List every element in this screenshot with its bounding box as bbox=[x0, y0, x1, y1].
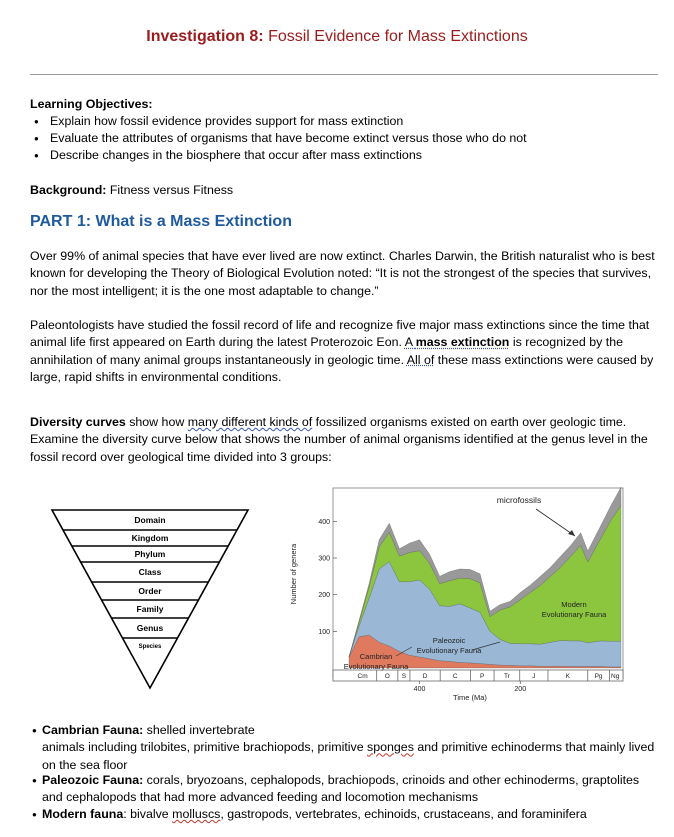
paragraph-darwin: Over 99% of animal species that have ever lived are now extinct. Charles Darwin, the British naturalist who is best known for developing the Theory of Biological Evolution noted: “It is not the strongest of the species that survives, nor the most intelligent; it is the one most adaptable to change.” bbox=[30, 249, 655, 298]
diversity-term: Diversity curves bbox=[30, 415, 126, 429]
taxonomy-level-phylum: Phylum bbox=[134, 549, 166, 559]
divider bbox=[30, 74, 658, 75]
fauna-name: Paleozoic Fauna: bbox=[42, 773, 144, 787]
period-label-d: D bbox=[422, 673, 428, 680]
part-heading: PART 1: What is a Mass Extinction bbox=[30, 213, 292, 230]
title-bold: Investigation 8: bbox=[146, 28, 264, 45]
taxonomy-level-kingdom: Kingdom bbox=[131, 533, 169, 543]
period-label-k: K bbox=[565, 673, 571, 680]
fauna-text: corals, bryozoans, cephalopods, brachiopods, crinoids and other echinoderms, graptolites and cephalopods that had more advanced feeding and locomotion mechanisms bbox=[42, 773, 640, 805]
title-rest: Fossil Evidence for Mass Extinctions bbox=[263, 28, 528, 45]
period-label-ng: Ng bbox=[611, 673, 620, 680]
label-modern-1: Modern bbox=[561, 600, 587, 609]
x-axis-label: Time (Ma) bbox=[453, 693, 487, 702]
background-text: Fitness versus Fitness bbox=[106, 183, 234, 197]
period-label-j: J bbox=[532, 673, 536, 680]
fauna-text: : bivalve bbox=[123, 807, 173, 821]
background-line bbox=[30, 182, 655, 199]
taxonomy-level-species: Species bbox=[138, 644, 162, 650]
para2-b: A bbox=[404, 335, 416, 350]
fauna-text: , gastropods, vertebrates, echinoids, crustaceans, and foraminifera bbox=[220, 807, 587, 821]
bullet-icon: ● bbox=[32, 776, 37, 785]
taxonomy-level-genus: Genus bbox=[136, 623, 164, 633]
fauna-name: Cambrian Fauna: bbox=[42, 723, 144, 737]
y-axis-label: Number of genera bbox=[289, 543, 298, 605]
y-tick-label: 400 bbox=[318, 518, 330, 526]
background-label: Background: bbox=[30, 183, 107, 197]
period-label-o: O bbox=[384, 673, 390, 680]
fauna-text: and primitive echinoderms that mainly lived on the sea floor bbox=[42, 740, 655, 772]
bullet-icon: ● bbox=[32, 726, 37, 735]
label-microfossils: microfossils bbox=[496, 495, 542, 505]
fauna-modern bbox=[32, 806, 662, 823]
bullet-icon: ● bbox=[32, 810, 37, 819]
list-item: ● Describe changes in the biosphere that occur after mass extinctions bbox=[50, 147, 527, 164]
period-label-c: C bbox=[452, 673, 458, 680]
period-label-pg: Pg bbox=[594, 673, 603, 680]
fauna-paleozoic bbox=[32, 772, 662, 807]
label-paleozoic-2: Evolutionary Fauna bbox=[416, 646, 482, 655]
paragraph-diversity bbox=[30, 414, 655, 466]
para2-c: is recognized by the annihilation of many animal groups instantaneously in geologic time. bbox=[30, 335, 624, 367]
fauna-cambrian bbox=[32, 722, 662, 774]
list-item: ● Evaluate the attributes of organisms that have become extinct versus those who do not bbox=[50, 130, 527, 147]
fauna-text: shelled invertebrate bbox=[143, 723, 255, 737]
taxonomy-level-class: Class bbox=[138, 567, 162, 577]
x-tick-label: 400 bbox=[413, 686, 426, 693]
x-tick-label: 200 bbox=[514, 686, 527, 693]
fauna-term: sponges bbox=[367, 740, 414, 755]
para2-d: All of bbox=[406, 352, 435, 367]
para3-c: fossilized organisms existed on earth over geologic time. Examine the diversity curve below that shows the number of animal organisms identified at the genus level in the fossil record over geological time divided into 3 groups: bbox=[30, 415, 648, 464]
fauna-text: animals including trilobites, primitive brachiopods, primitive bbox=[42, 740, 368, 755]
period-label-tr: Tr bbox=[503, 673, 510, 680]
label-cambrian-1: Cambrian bbox=[359, 652, 393, 661]
period-label-cm: Cm bbox=[357, 673, 368, 680]
y-tick-label: 100 bbox=[318, 628, 330, 636]
label-cambrian-2: Evolutionary Fauna bbox=[343, 662, 409, 671]
taxonomy-level-domain: Domain bbox=[134, 515, 166, 525]
label-modern-2: Evolutionary Fauna bbox=[541, 610, 607, 619]
fauna-term: molluscs bbox=[172, 807, 221, 821]
objectives-heading: Learning Objectives: bbox=[30, 97, 153, 111]
y-tick-label: 300 bbox=[318, 555, 330, 563]
label-paleozoic-1: Paleozoic bbox=[432, 636, 466, 645]
taxonomy-level-order: Order bbox=[138, 586, 162, 596]
objectives-list bbox=[50, 113, 527, 164]
mass-extinction-term: mass extinction bbox=[415, 335, 510, 350]
fauna-name: Modern fauna bbox=[42, 807, 124, 821]
period-label-s: S bbox=[401, 673, 407, 680]
taxonomy-level-family: Family bbox=[136, 604, 164, 614]
para3-a: show how bbox=[125, 415, 188, 429]
para2-a: Paleontologists have studied the fossil record of life and recognize five major mass extinctions since the time that animal life first appeared on Earth during the latest Proterozoic Eon. bbox=[30, 318, 650, 350]
taxonomy-pyramid bbox=[50, 508, 250, 690]
page-title bbox=[0, 28, 674, 46]
list-item: ● Explain how fossil evidence provides support for mass extinction bbox=[50, 113, 527, 130]
para2-e: these mass extinctions were caused by large, rapid shifts in environmental conditions. bbox=[30, 352, 654, 385]
paragraph-mass-extinction bbox=[30, 317, 655, 387]
para3-b: many different kinds of bbox=[187, 415, 313, 429]
period-label-p: P bbox=[480, 673, 485, 680]
y-tick-label: 200 bbox=[318, 592, 330, 600]
diversity-chart bbox=[284, 484, 634, 706]
